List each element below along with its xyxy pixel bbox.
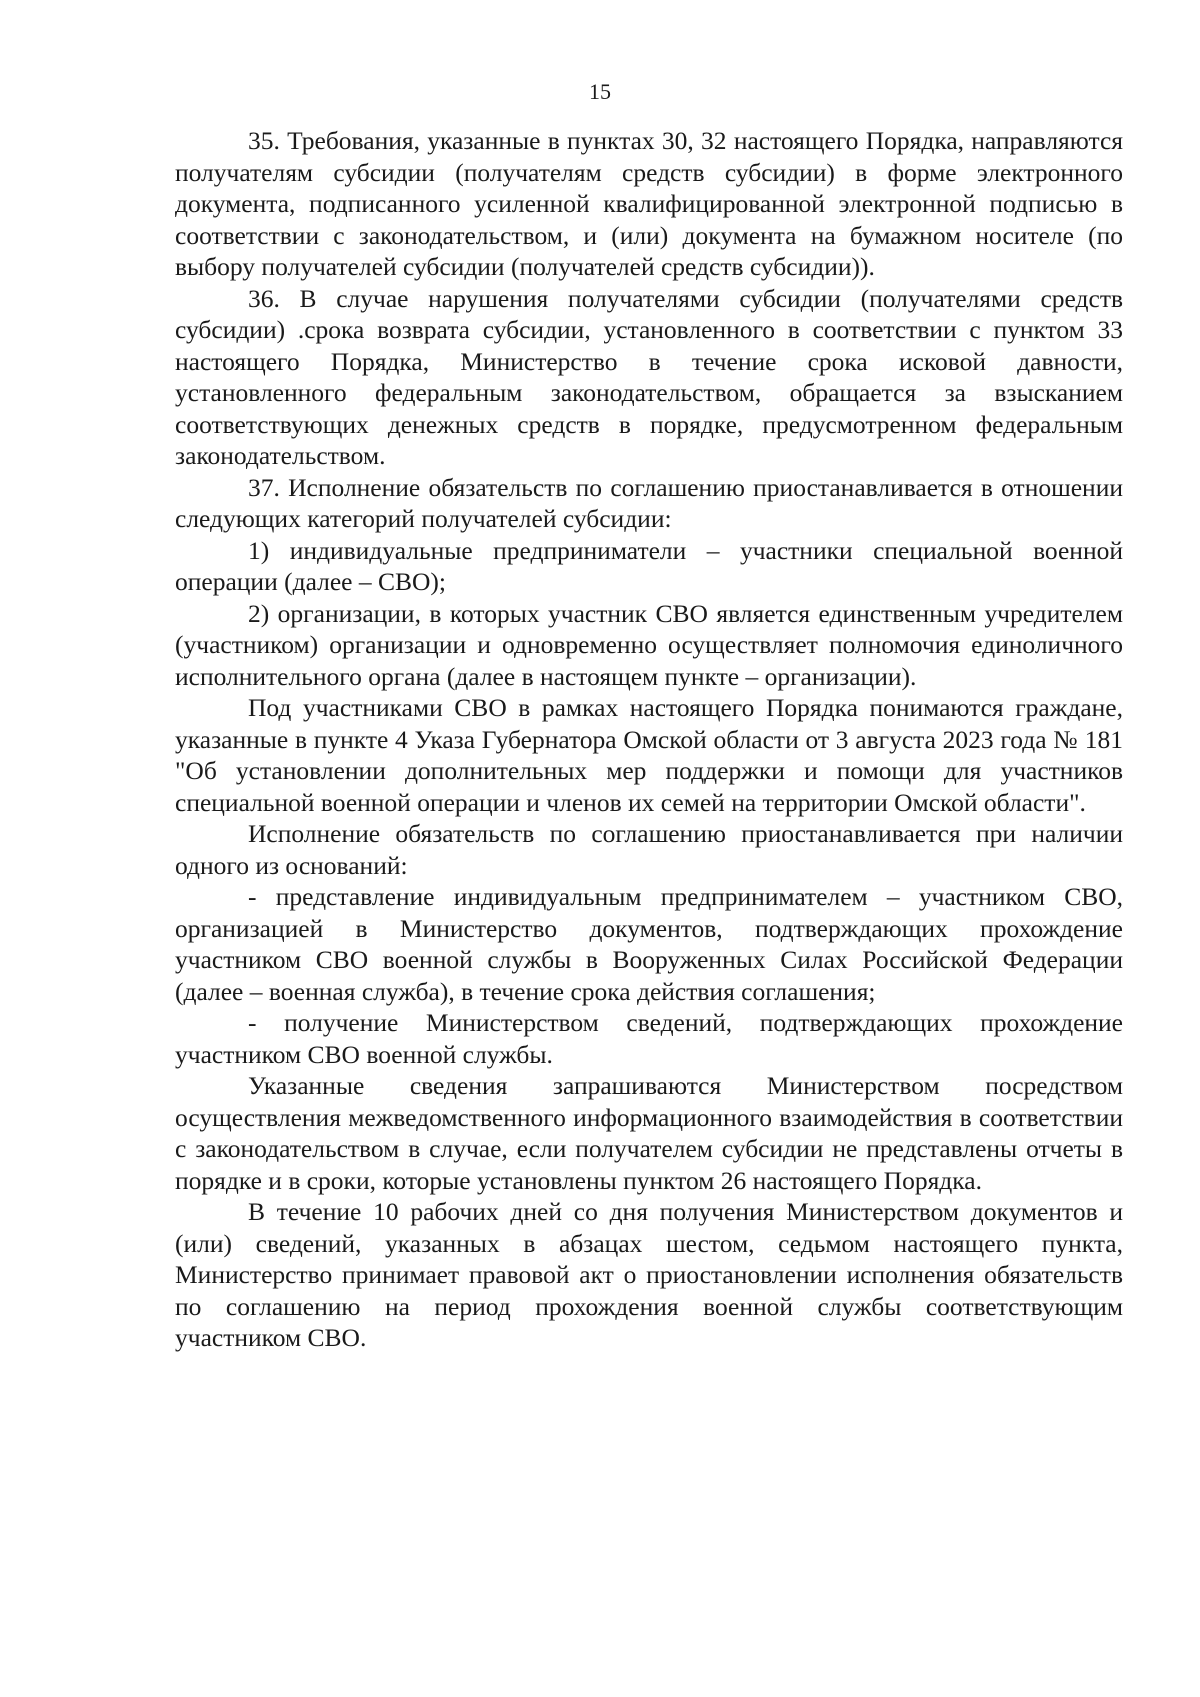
paragraph-36: 36. В случае нарушения получателями субсидии (получателями средств субсидии) .срока возврата субсидии, установленного в соответствии с пунктом 33 настоящего Порядка, Министерство в течение срока исковой давности, установленного федеральным законодательством, обращается за взысканием соответствующих денежных средств в порядке, предусмотренном федеральным законодательством. — [175, 283, 1123, 470]
paragraph-information-request: Указанные сведения запрашиваются Министерством посредством осуществления межведомственного информационного взаимодействия в соответствии с законодательством в случае, если получателем субсидии не представлены отчеты в порядке и в сроки, которые установлены пунктом 26 настоящего Порядка. — [175, 1071, 1123, 1195]
paragraph-suspension-grounds: Исполнение обязательств по соглашению приостанавливается при наличии одного из оснований: — [175, 819, 1123, 880]
paragraph-legal-act: В течение 10 рабочих дней со дня получения Министерством документов и (или) сведений, указанных в абзацах шестом, седьмом настоящего пункта, Министерство принимает правовой акт о приостановлении исполнения обязательств по соглашению на период прохождения военной службы соответствующим участником СВО. — [175, 1197, 1123, 1352]
paragraph-35: 35. Требования, указанные в пунктах 30, 32 настоящего Порядка, направляются получателям субсидии (получателям средств субсидии) в форме электронного документа, подписанного усиленной квалифицированной электронной подписью в соответствии с законодательством, и (или) документа на бумажном носителе (по выбору получателей субсидии (получателей средств субсидии)). — [175, 126, 1123, 281]
ground-item-1: - представление индивидуальным предпринимателем – участником СВО, организацией в Министерство документов, подтверждающих прохождение участником СВО военной службы в Вооруженных Силах Российской Федерации (далее – военная служба), в течение срока действия соглашения; — [175, 882, 1123, 1006]
list-item-2: 2) организации, в которых участник СВО является единственным учредителем (участником) организации и одновременно осуществляет полномочия единоличного исполнительного органа (далее в настоящем пункте – организации). — [175, 598, 1123, 691]
page-number: 15 — [589, 79, 611, 104]
list-item-1: 1) индивидуальные предприниматели – участники специальной военной операции (далее – СВО); — [175, 535, 1123, 596]
paragraph-37: 37. Исполнение обязательств по соглашению приостанавливается в отношении следующих категорий получателей субсидии: — [175, 472, 1123, 533]
ground-item-2: - получение Министерством сведений, подтверждающих прохождение участником СВО военной службы. — [175, 1008, 1123, 1069]
document-body — [175, 125, 1123, 1354]
paragraph-svo-definition: Под участниками СВО в рамках настоящего Порядка понимаются граждане, указанные в пункте 4 Указа Губернатора Омской области от 3 августа 2023 года № 181 "Об установлении дополнительных мер поддержки и помощи для участников специальной военной операции и членов их семей на территории Омской области". — [175, 693, 1123, 817]
